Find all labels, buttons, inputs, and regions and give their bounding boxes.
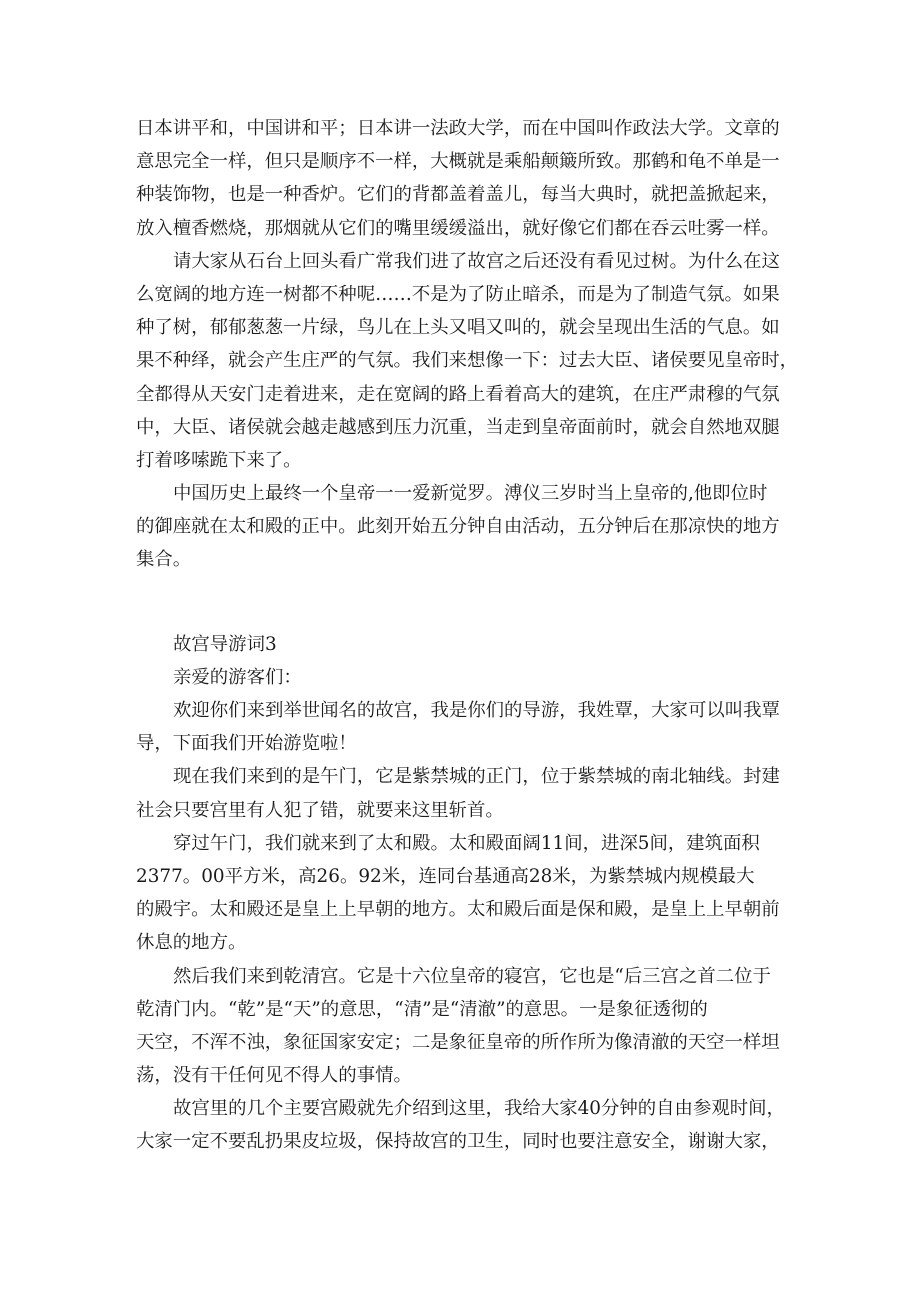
text-line: 穿过午门，我们就来到了太和殿。太和殿面阔11间，进深5间，建筑面积 <box>173 832 760 854</box>
paragraph <box>136 760 796 826</box>
text-line: 休息的地方。 <box>136 932 247 954</box>
text-line: 果不种绎，就会产生庄严的气氛。我们来想像一下：过去大臣、诸侯要见皇帝时， <box>136 350 799 372</box>
text-line: 的殿宇。太和殿还是皇上上早朝的地方。太和殿后面是保和殿，是皇上上早朝前 <box>136 899 780 921</box>
greeting: 亲爱的游客们： <box>173 666 302 688</box>
text-line: 欢迎你们来到举世闻名的故宫，我是你们的导游，我姓覃，大家可以叫我覃 <box>173 700 780 721</box>
text-line: 乾清门内。“乾”是“天”的意思，“清”是“清澈”的意思。一是象征透彻的 <box>136 998 708 1020</box>
text-line: 中，大臣、诸侯就会越走越感到压力沉重，当走到皇帝面前时，就会自然地双腿 <box>136 416 780 438</box>
paragraph <box>136 477 796 577</box>
text-line: 日本讲平和，中国讲和平；日本讲一法政大学，而在中国叫作政法大学。文章的 <box>136 118 780 139</box>
document-page <box>136 112 799 1159</box>
text-line: 种了树，郁郁葱葱一片绿，鸟儿在上头又唱又叫的，就会呈现出生活的气息。如 <box>136 317 780 339</box>
text-line: 现在我们来到的是午门，它是紫禁城的正门，位于紫禁城的南北轴线。封建 <box>173 766 780 788</box>
text-line: 荡，没有干任何见不得人的事情。 <box>136 1065 412 1087</box>
text-line: 全都得从天安门走着进来，走在宽阔的路上看着高大的建筑，在庄严肃穆的气氛 <box>136 383 780 405</box>
text-line: 的御座就在太和殿的正中。此刻开始五分钟自由活动，五分钟后在那凉快的地方 <box>136 516 780 538</box>
text-line: 意思完全一样，但只是顺序不一样，大概就是乘船颠簸所致。那鹤和龟不单是一 <box>136 151 780 173</box>
paragraph <box>136 960 796 1093</box>
text-line: 然后我们来到乾清宫。它是十六位皇帝的寝宫，它也是“后三宫之首二位于 <box>173 965 771 987</box>
text-line: 请大家从石台上回头看广常我们进了故宫之后还没有看见过树。为什么在这 <box>173 250 780 272</box>
text-line: 导，下面我们开始游览啦！ <box>136 733 357 755</box>
paragraph <box>136 827 796 960</box>
section-spacer <box>136 577 796 610</box>
text-line: 种装饰物，也是一种香炉。它们的背都盖着盖儿，每当大典时，就把盖掀起来， <box>136 184 780 206</box>
paragraph <box>136 1092 796 1158</box>
text-line: 集合。 <box>136 549 192 571</box>
text-line: 中国历史上最终一个皇帝一一爱新觉罗。溥仪三岁时当上皇帝的,他即位时 <box>173 483 768 505</box>
paragraph <box>136 694 796 760</box>
text-line: 大家一定不要乱扔果皮垃圾，保持故宫的卫生，同时也要注意安全，谢谢大家， <box>136 1131 780 1153</box>
text-line: 社会只要宫里有人犯了错，就要来这里斩首。 <box>136 799 504 821</box>
text-line: 么宽阔的地方连一树都不种呢……不是为了防止暗杀，而是为了制造气氛。如果 <box>136 283 780 305</box>
text-line: 2377。00平方米，高26。92米，连同台基通高28米，为紫禁城内规模最大 <box>136 865 755 887</box>
paragraph <box>136 245 799 477</box>
text-line: 天空，不浑不浊，象征国家安定；二是象征皇帝的所作所为像清澈的天空一样坦 <box>136 1031 780 1053</box>
text-line: 打着哆嗦跪下来了。 <box>136 449 302 471</box>
section-title: 故宫导游词3 <box>173 633 277 655</box>
text-line: 故宫里的几个主要宫殿就先介绍到这里，我给大家40分钟的自由参观时间， <box>173 1098 785 1120</box>
paragraph <box>136 112 796 245</box>
text-line: 放入檀香燃烧，那烟就从它们的嘴里缓缓溢出，就好像它们都在吞云吐雾一样。 <box>136 217 780 239</box>
